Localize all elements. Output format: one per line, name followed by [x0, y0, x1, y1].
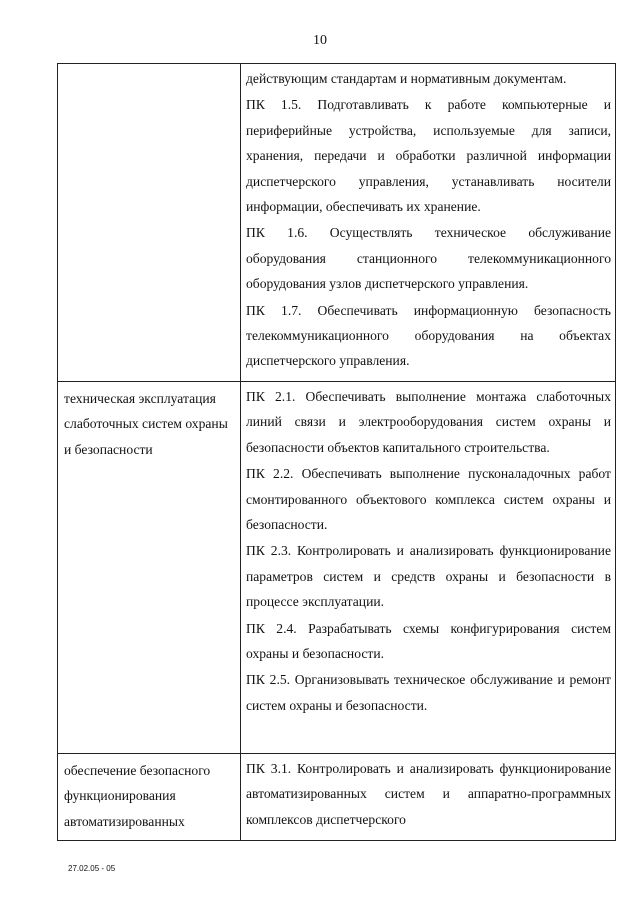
competency-pk-2-5: ПК 2.5. Организовывать техническое обслуживание и ремонт систем охраны и безопасности. — [246, 672, 611, 713]
activity-cell — [58, 64, 241, 382]
competency-pk-2-4: ПК 2.4. Разрабатывать схемы конфигурирования систем охраны и безопасности. — [246, 620, 611, 662]
competency-pk-2-1: ПК 2.1. Обеспечивать выполнение монтажа слаботочных линий связи и электрооборудования систем охраны и безопасности объектов капитального строительства. — [246, 389, 611, 455]
table-row — [58, 754, 616, 841]
competencies-cell — [241, 754, 616, 841]
document-code: 27.02.05 - 05 — [68, 864, 116, 873]
activity-cell: техническая эксплуатация слаботочных систем охраны и безопасности — [58, 382, 241, 754]
competency-pk-2-2: ПК 2.2. Обеспечивать выполнение пусконаладочных работ смонтированного объектового комплекса систем охраны и безопасности. — [246, 466, 611, 533]
competency-text: действующим стандартам и нормативным документам. — [246, 71, 567, 86]
competencies-cell — [241, 382, 616, 754]
table-row — [58, 64, 616, 382]
competencies-table — [57, 63, 616, 841]
competencies-cell — [241, 64, 616, 382]
table-row — [58, 382, 616, 754]
competency-pk-1-6: ПК 1.6. Осуществлять техническое обслуживание оборудования станционного телекоммуникационного оборудования узлов диспетчерского управления. — [246, 225, 611, 292]
competency-pk-1-5: ПК 1.5. Подготавливать к работе компьютерные и периферийные устройства, используемые для записи, хранения, передачи и обработки различной информации диспетчерского управления, устанавливать носители информации, обеспечивать их хранение. — [246, 97, 611, 215]
activity-cell: обеспечение безопасного функционирования автоматизированных — [58, 754, 241, 841]
competency-pk-1-7: ПК 1.7. Обеспечивать информационную безопасность телекоммуникационного оборудования на объектах диспетчерского управления. — [246, 302, 611, 369]
competency-pk-2-3: ПК 2.3. Контролировать и анализировать функционирование параметров систем и средств охраны и безопасности в процессе эксплуатации. — [246, 543, 611, 610]
competency-pk-3-1: ПК 3.1. Контролировать и анализировать функционирование автоматизированных систем и аппаратно-программных комплексов диспетчерского — [246, 761, 611, 827]
page-number: 10 — [313, 33, 327, 48]
